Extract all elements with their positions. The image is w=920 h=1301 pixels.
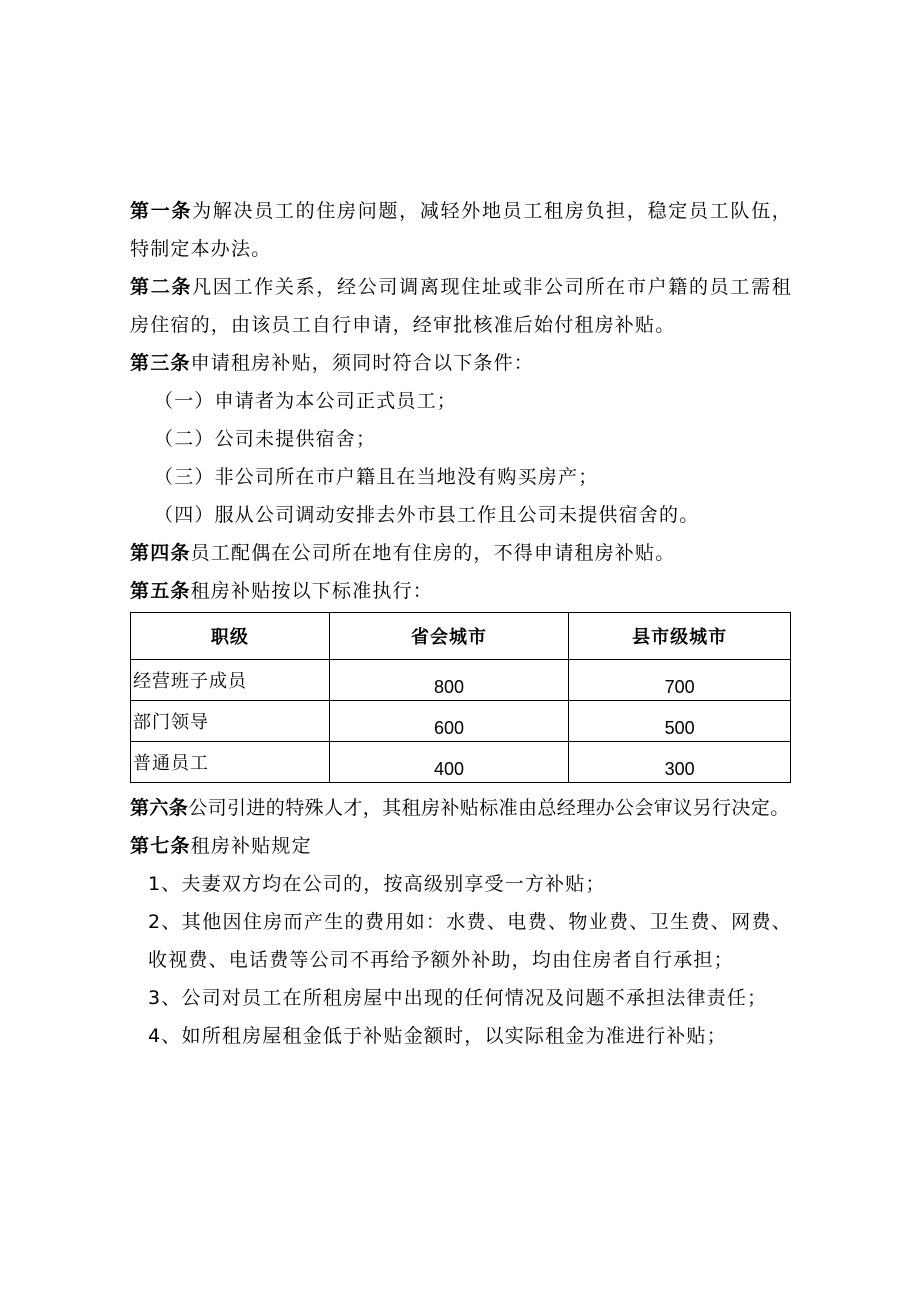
article-5 — [130, 572, 792, 610]
article-6-heading: 第六条 — [130, 797, 189, 819]
table-row — [131, 742, 791, 783]
header-level: 职级 — [131, 613, 330, 660]
article-3-item: （二）公司未提供宿舍； — [154, 428, 377, 450]
article-7-item: 2、其他因住房而产生的费用如：水费、电费、物业费、卫生费、网费、收视费、电话费等公司不再给予额外补助，均由住房者自行承担； — [148, 911, 792, 971]
cell-level: 普通员工 — [131, 742, 330, 783]
article-2-heading: 第二条 — [130, 276, 193, 298]
article-6-text: 公司引进的特殊人才，其租房补贴标准由总经理办公会审议另行决定。 — [188, 797, 790, 819]
header-provincial-city: 省会城市 — [329, 613, 569, 660]
table-row — [131, 701, 791, 742]
article-4-heading: 第四条 — [130, 542, 191, 564]
cell-provincial: 400 — [329, 742, 569, 783]
article-2-text: 凡因工作关系，经公司调离现住址或非公司所在市户籍的员工需租房住宿的，由该员工自行申请，经审批核准后始付租房补贴。 — [130, 276, 792, 336]
article-3-item: （一）申请者为本公司正式员工； — [154, 390, 458, 412]
article-5-text: 租房补贴按以下标准执行： — [190, 580, 434, 602]
article-7-item: 1、夫妻双方均在公司的，按高级别享受一方补贴； — [148, 873, 606, 895]
cell-county: 500 — [569, 701, 791, 742]
cell-county: 700 — [569, 660, 791, 701]
article-7-item: 4、如所租房屋租金低于补贴金额时，以实际租金为准进行补贴； — [148, 1025, 727, 1047]
article-3 — [130, 344, 792, 382]
cell-level: 经营班子成员 — [131, 660, 330, 701]
article-3-heading: 第三条 — [130, 352, 191, 374]
article-6 — [130, 789, 792, 827]
cell-level: 部门领导 — [131, 701, 330, 742]
article-4 — [130, 534, 792, 572]
article-7-heading: 第七条 — [130, 835, 191, 857]
article-1-heading: 第一条 — [130, 200, 193, 222]
article-1-text: 为解决员工的住房问题，减轻外地员工租房负担，稳定员工队伍，特制定本办法。 — [130, 200, 792, 260]
article-3-item: （四）服从公司调动安排去外市县工作且公司未提供宿舍的。 — [154, 504, 700, 526]
cell-provincial: 600 — [329, 701, 569, 742]
subsidy-table — [130, 612, 791, 783]
article-3-item: （三）非公司所在市户籍且在当地没有购买房产； — [154, 466, 599, 488]
article-4-text: 员工配偶在公司所在地有住房的，不得申请租房补贴。 — [190, 542, 676, 564]
article-7-item: 3、公司对员工在所租房屋中出现的任何情况及问题不承担法律责任； — [148, 987, 768, 1009]
article-1 — [130, 192, 792, 268]
article-3-text: 申请租房补贴，须同时符合以下条件： — [190, 352, 535, 374]
table-header-row — [131, 613, 791, 660]
article-5-heading: 第五条 — [130, 580, 191, 602]
document-body — [130, 192, 792, 1055]
table-row — [131, 660, 791, 701]
article-7-text: 租房补贴规定 — [190, 835, 312, 857]
article-7 — [130, 827, 792, 865]
cell-provincial: 800 — [329, 660, 569, 701]
header-county-city: 县市级城市 — [569, 613, 791, 660]
cell-county: 300 — [569, 742, 791, 783]
article-2 — [130, 268, 792, 344]
